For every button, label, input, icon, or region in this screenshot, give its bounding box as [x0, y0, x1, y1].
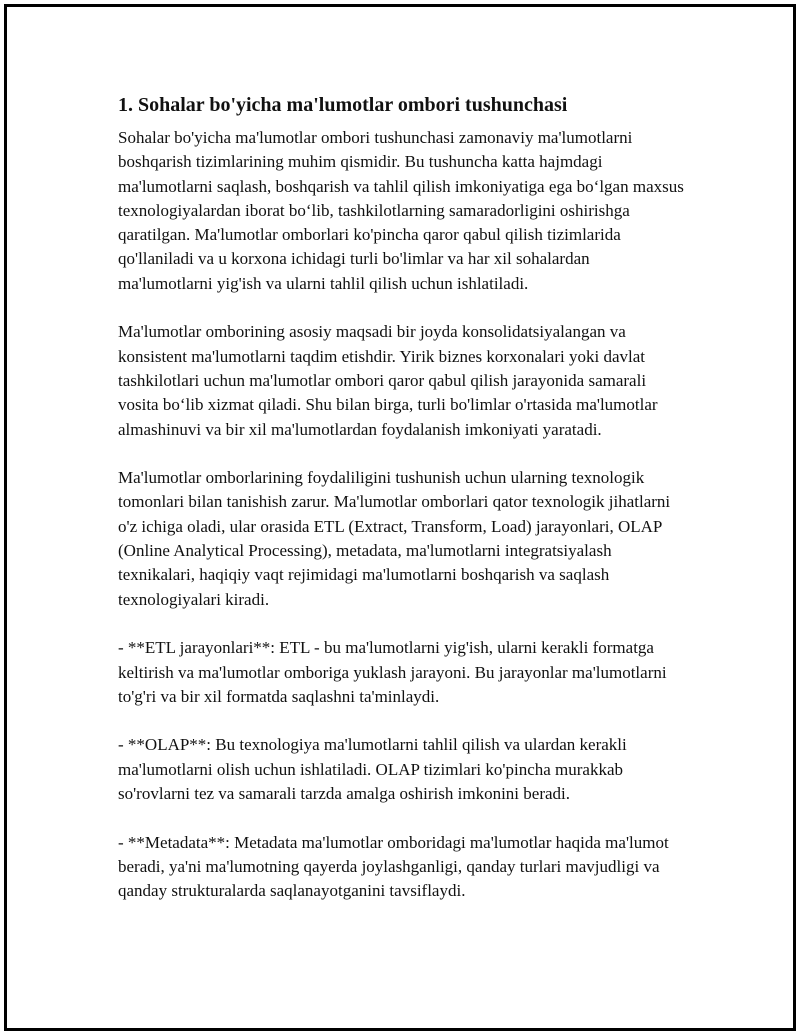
document-body [118, 92, 688, 928]
paragraph-technologies: Ma'lumotlar omborlarining foydaliligini tushunish uchun ularning texnologik tomonlari bilan tanishish zarur. Ma'lumotlar omborlari qator texnologik jihatlarni o'z ichiga oladi, ular orasida ETL (Extract, Transform, Load) jarayonlari, OLAP (Online Analytical Processing), metadata, ma'lumotlarni integratsiyalash texnikalari, haqiqiy vaqt rejimidagi ma'lumotlarni boshqarish va saqlash texnologiyalari kiradi. [118, 468, 671, 609]
document-title: 1. Sohalar bo'yicha ma'lumotlar ombori tushunchasi [118, 94, 568, 116]
paragraph-purpose: Ma'lumotlar omborining asosiy maqsadi bir joyda konsolidatsiyalangan va konsistent ma'lumotlarni taqdim etishdir. Yirik biznes korxonalari yoki davlat tashkilotlari uchun ma'lumotlar ombori qaror qabul qilish jarayonida samarali vosita bo‘lib xizmat qiladi. Shu bilan birga, turli bo'limlar o'rtasida ma'lumotlar almashinuvi va bir xil ma'lumotlardan foydalanish imkoniyati yaratadi. [118, 322, 658, 439]
list-item-olap: - **OLAP**: Bu texnologiya ma'lumotlarni tahlil qilish va ulardan kerakli ma'lumotlarni olish uchun ishlatiladi. OLAP tizimlari ko'pincha murakkab so'rovlarni tez va samarali tarzda amalga oshirish imkonini beradi. [118, 735, 627, 804]
list-item-etl: - **ETL jarayonlari**: ETL - bu ma'lumotlarni yig'ish, ularni kerakli formatga keltirish va ma'lumotlar omboriga yuklash jarayoni. Bu jarayonlar ma'lumotlarni to'g'ri va bir xil formatda saqlashni ta'minlaydi. [118, 638, 667, 706]
paragraph-intro: Sohalar bo'yicha ma'lumotlar ombori tushunchasi zamonaviy ma'lumotlarni boshqarish tizimlarining muhim qismidir. Bu tushuncha katta hajmdagi ma'lumotlarni saqlash, boshqarish va tahlil qilish imkoniyatiga ega bo‘lgan maxsus texnologiyalardan iborat bo‘lib, tashkilotlarning samaradorligini oshirishga qaratilgan. Ma'lumotlar omborlari ko'pincha qaror qabul qilish tizimlarida qo'llaniladi va u korxona ichidagi turli bo'limlar va har xil sohalardan ma'lumotlarni yig'ish va ularni tahlil qilish uchun ishlatiladi. [118, 128, 684, 293]
list-item-metadata: - **Metadata**: Metadata ma'lumotlar omboridagi ma'lumotlar haqida ma'lumot beradi, ya'ni ma'lumotning qayerda joylashganligi, qanday turlari mavjudligi va qanday strukturalarda saqlanayotganini tavsiflaydi. [118, 832, 669, 901]
